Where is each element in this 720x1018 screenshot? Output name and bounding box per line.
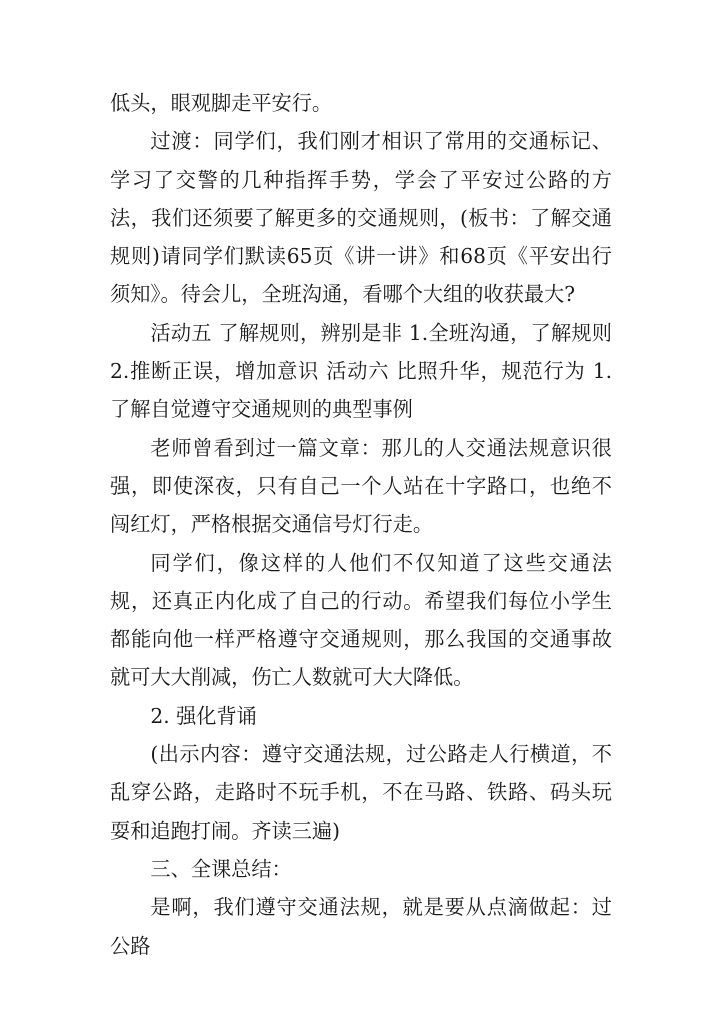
paragraph-summary: 是啊，我们遵守交通法规，就是要从点滴做起：过公路 [110, 895, 612, 958]
paragraph-activities: 活动五 了解规则，辨别是非 1.全班沟通，了解规则 2.推断正误，增加意识 活动六 比照升华，规范行为 1. 了解自觉遵守交通规则的典型事例 [110, 320, 612, 422]
paragraph-summary-heading: 三、全课总结： [150, 856, 292, 881]
paragraph-students: 同学们，像这样的人他们不仅知道了这些交通法规，还真正内化成了自己的行动。希望我们每位小学生都能向他一样严格遵守交通规则，那么我国的交通事故就可大大削减，伤亡人数就可大大降低。 [110, 550, 612, 690]
document-body [110, 84, 612, 965]
paragraph-article: 老师曾看到过一篇文章：那儿的人交通法规意识很强，即使深夜，只有自己一个人站在十字路口，也绝不闯红灯，严格根据交通信号灯行走。 [110, 435, 612, 537]
paragraph-continuation: 低头，眼观脚走平安行。 [110, 91, 333, 115]
paragraph-recitation-content: (出示内容：遵守交通法规，过公路走人行横道，不乱穿公路，走路时不玩手机，不在马路、铁路、码头玩耍和追跑打闹。齐读三遍) [110, 742, 612, 843]
paragraph-recitation-heading: 2. 强化背诵 [150, 703, 257, 728]
paragraph-transition: 过渡：同学们，我们刚才相识了常用的交通标记、学习了交警的几种指挥手势，学会了平安过公路的方法，我们还须要了解更多的交通规则，(板书：了解交通规则)请同学们默读65页《讲一讲》和68页《平安出行须知》。待会儿，全班沟通，看哪个大组的收获最大? [110, 129, 612, 307]
